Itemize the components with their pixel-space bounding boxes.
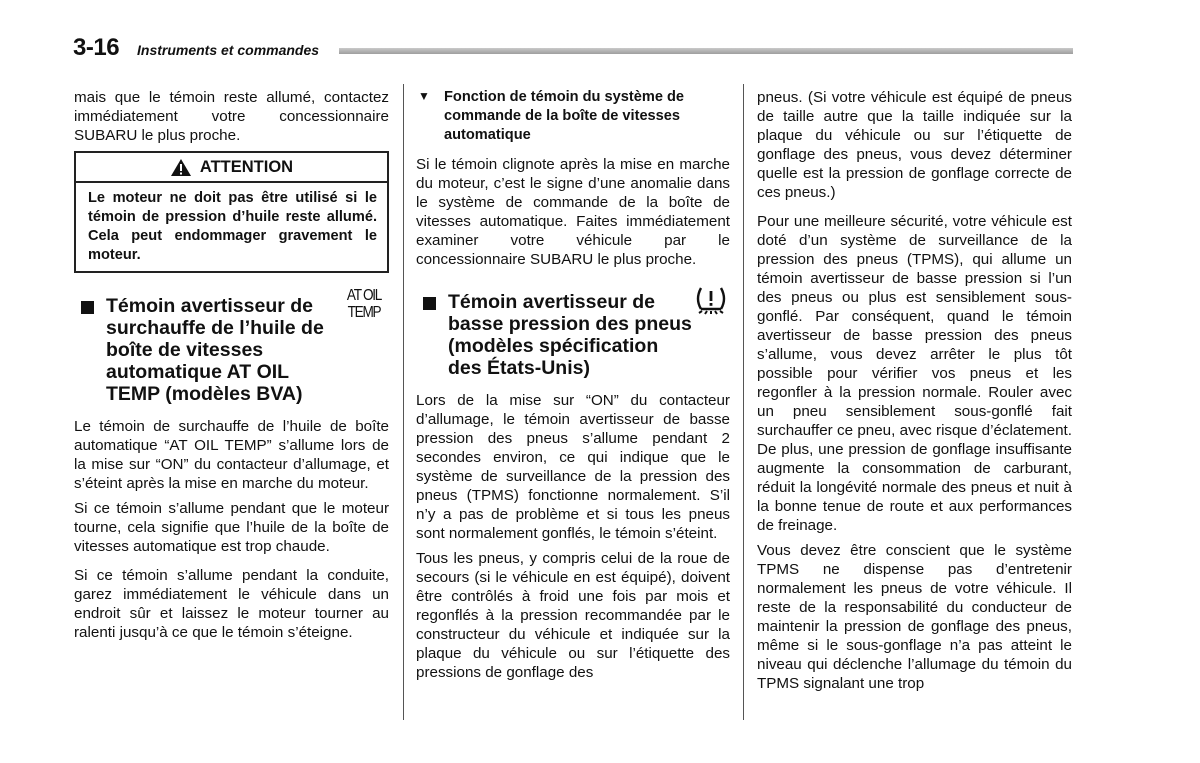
paragraph: Tous les pneus, y compris celui de la roue de secours (si le véhicule en est équipé), doivent être contrôlés à froid une fois par mois et regonflés à la pression recommandée par le constructeur du véhicule et indiquée sur la plaque du véhicule ou sur l’étiquette des pressions de gonflage des [416,550,730,681]
sub-heading-block [416,88,730,145]
paragraph: Si ce témoin s’allume pendant la conduite, garez immédiatement le véhicule dans un endroit sûr et laissez le moteur tourner au ralenti jusqu’à ce que le témoin s’éteigne. [74,567,389,641]
at-oil-temp-icon-line1: AT OIL [346,287,382,304]
paragraph: Si le témoin clignote après la mise en marche du moteur, c’est le signe d’une anomalie dans le système de commande de la boîte de vitesses automatique. Faites immédiatement examiner votre véhicule par le concessionnaire SUBARU le plus proche. [416,156,730,268]
paragraph: pneus. (Si votre véhicule est équipé de pneus de taille autre que la taille indiquée sur la plaque du véhicule ou sur l’étiquette de gonflage des pneus, vous devez déterminer quelle est la pression de gonflage correcte de ces pneus.) [757,89,1072,201]
at-oil-temp-icon-line2: TEMP [347,304,381,321]
square-bullet-icon [81,301,94,314]
attention-header [76,153,387,183]
paragraph: Si ce témoin s’allume pendant que le moteur tourne, cela signifie que l’huile de la boîte de vitesses automatique est trop chaude. [74,500,389,555]
at-oil-temp-heading: Témoin avertisseur de surchauffe de l’huile de boîte de vitesses automatique AT OIL TEMP (modèles BVA) [106,295,324,405]
section-title: Instruments et commandes [137,42,320,58]
tpms-heading-block [416,291,730,379]
page-header [73,34,1073,64]
paragraph: Lors de la mise sur “ON” du contacteur d’allumage, le témoin avertisseur de basse pression des pneus s’allume pendant 2 secondes environ, ce qui indique que le système de surveillance de la pression des pneus (TPMS) fonctionne normalement. S’il n’y a pas de problème et si tous les pneus sont normalement gonflés, le témoin s’éteint. [416,392,730,542]
column-2 [416,88,730,688]
column-divider [403,84,404,720]
attention-title: ATTENTION [199,157,294,176]
column-1 [74,88,389,648]
column-3 [757,88,1072,699]
attention-box [74,151,389,273]
page-number: 3-16 [73,34,120,61]
attention-body: Le moteur ne doit pas être utilisé si le témoin de pression d’huile reste allumé. Cela peut endommager gravement le moteur. [88,190,377,263]
at-oil-temp-heading-block [74,287,389,405]
paragraph: Le témoin de surchauffe de l’huile de boîte automatique “AT OIL TEMP” s’allume lors de la mise sur “ON” du contacteur d’allumage, et s’éteint après la mise en marche du moteur. [74,418,389,492]
sub-heading: Fonction de témoin du système de commande de la boîte de vitesses automatique [444,89,685,143]
paragraph: Vous devez être conscient que le système TPMS ne dispense pas d’entretenir normalement les pneus de votre véhicule. Il reste de la responsabilité du conducteur de maintenir la pression de gonflage des pneus, même si le sous-gonflage n’a pas atteint le niveau qui déclenche l’allumage du témoin du TPMS signalant une trop [757,542,1072,692]
triangle-bullet-icon: ▼ [418,89,430,103]
at-oil-temp-icon [343,287,386,321]
intro-paragraph: mais que le témoin reste allumé, contactez immédiatement votre concessionnaire SUBARU le plus proche. [74,89,389,144]
tpms-heading: Témoin avertisseur de basse pression des pneus (modèles spécification des États-Unis) [448,291,692,379]
warning-triangle-icon [170,158,192,177]
paragraph: Pour une meilleure sécurité, votre véhicule est doté d’un système de surveillance de la pression des pneus (TPMS), qui allume un témoin avertisseur de basse pression si l’un des pneus ou plus est sensiblement sous-gonflé. Par conséquent, quand le témoin avertisseur de basse pression des pneus s’allume, vous devez arrêter le plus tôt possible pour vérifier vos pneus et les regonfler à la pression normale. Rouler avec un pneu sensiblement sous-gonflé fait surchauffer ce pneu, avec risque d’éclatement. De plus, une pression de gonflage insuffisante augmente la consommation de carburant, réduit la longévité normale des pneus et nuit à la bonne tenue de route et aux performances de freinage. [757,213,1072,534]
column-divider [743,84,744,720]
square-bullet-icon [423,297,436,310]
header-rule [339,48,1073,54]
tire-pressure-warning-icon [694,285,728,317]
